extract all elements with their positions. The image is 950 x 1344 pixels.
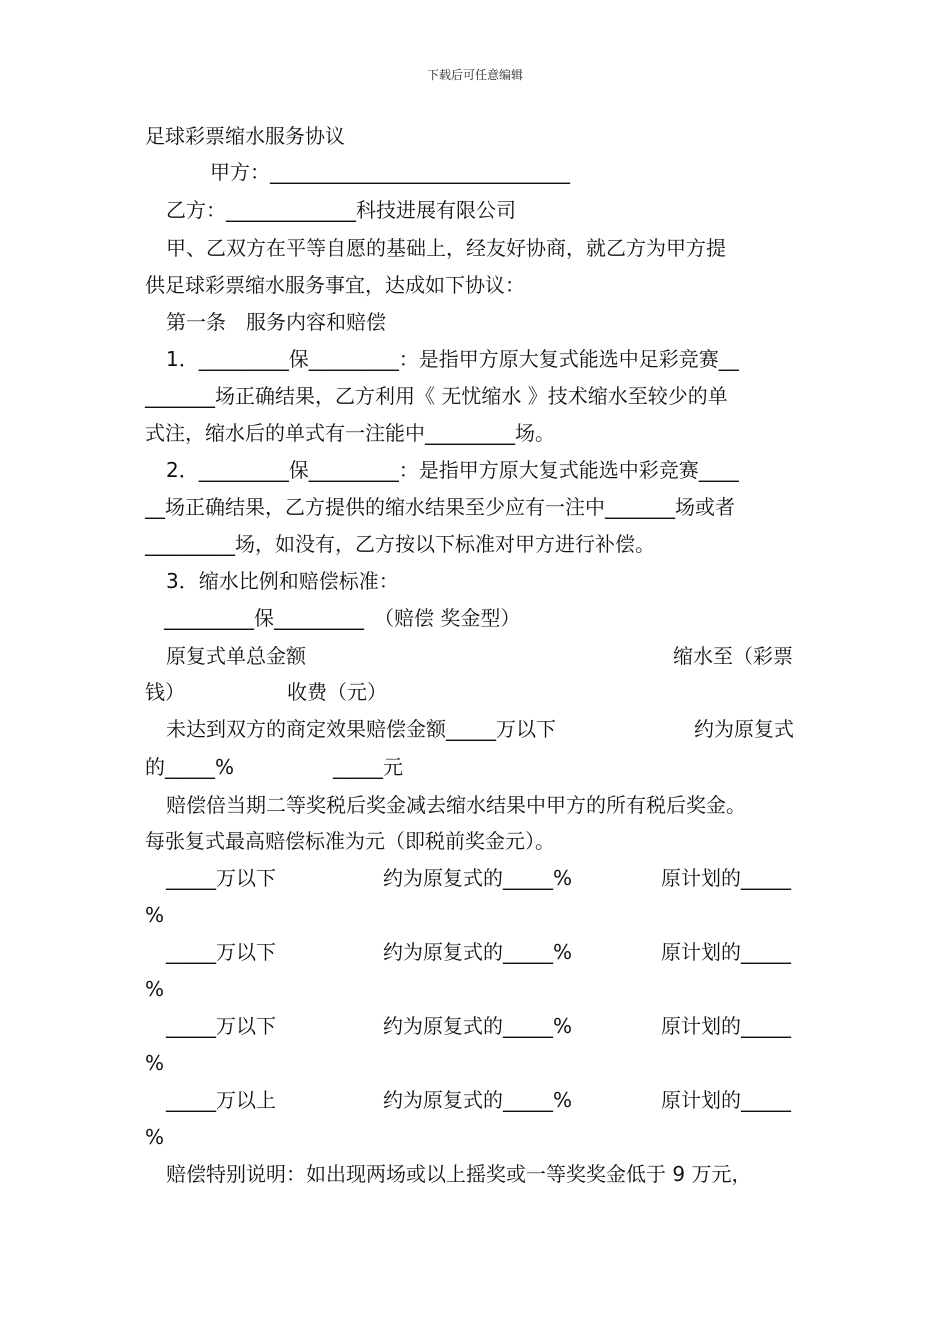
- table-head-cont-mid: 收费（元）: [287, 680, 387, 704]
- table-head-right: 缩水至（彩票: [673, 644, 793, 668]
- rate-row-4-col3: 原计划的_____: [661, 1088, 791, 1112]
- item-2-line-3: _________场，如没有，乙方按以下标准对甲方进行补偿。: [145, 532, 655, 556]
- rate-row-4-col1: _____万以上: [166, 1088, 276, 1112]
- item-2-line-1: 2．_________保_________：是指甲方原大复式能选中彩竞赛____: [166, 458, 739, 482]
- item-3-line: 3．缩水比例和赔偿标准：: [166, 569, 399, 593]
- article-1-title: 第一条 服务内容和赔偿: [166, 310, 386, 334]
- rate-row-2-col2: 约为原复式的_____%: [383, 940, 573, 964]
- table-head-cont-left: 钱）: [145, 680, 185, 704]
- rate-row-1-col1: _____万以下: [166, 866, 276, 890]
- document-title: 足球彩票缩水服务协议: [145, 124, 345, 148]
- rate-row-3-col3: 原计划的_____: [661, 1014, 791, 1038]
- special-note-line: 赔偿特别说明：如出现两场或以上摇奖或一等奖奖金低于 9 万元，: [166, 1162, 752, 1186]
- compensation-para-line-2: 每张复式最高赔偿标准为元（即税前奖金元）。: [145, 829, 555, 853]
- item-1-line-1: 1．_________保_________：是指甲方原大复式能选中足彩竞赛__: [166, 347, 739, 371]
- intro-line-2: 供足球彩票缩水服务事宜，达成如下协议：: [145, 273, 525, 297]
- unmet-line-right: 约为原复式: [694, 717, 794, 741]
- rate-row-3-col1: _____万以下: [166, 1014, 276, 1038]
- page-header: 下载后可任意编辑: [426, 68, 523, 82]
- intro-line-1: 甲、乙双方在平等自愿的基础上，经友好协商，就乙方为甲方提: [166, 236, 726, 260]
- rate-row-4-col2: 约为原复式的_____%: [383, 1088, 573, 1112]
- unmet-cont-left: 的_____%: [145, 755, 235, 779]
- item-1-line-3: 式注，缩水后的单式有一注能中_________场。: [145, 421, 555, 445]
- rate-row-3-col2: 约为原复式的_____%: [383, 1014, 573, 1038]
- compensation-para-line-1: 赔偿倍当期二等奖税后奖金减去缩水结果中甲方的所有税后奖金。: [166, 793, 746, 817]
- rate-row-3-tail: %: [145, 1051, 165, 1075]
- rate-row-1-tail: %: [145, 903, 165, 927]
- rate-row-2-col1: _____万以下: [166, 940, 276, 964]
- rate-row-2-tail: %: [145, 977, 165, 1001]
- party-a-line: 甲方：______________________________: [210, 160, 570, 184]
- rate-row-2-col3: 原计划的_____: [661, 940, 791, 964]
- unmet-cont-mid: _____元: [333, 755, 403, 779]
- table-head-left: 原复式单总金额: [166, 644, 306, 668]
- rate-row-1-col3: 原计划的_____: [661, 866, 791, 890]
- party-b-line: 乙方：_____________科技进展有限公司: [166, 198, 516, 222]
- unmet-line-left: 未达到双方的商定效果赔偿金额_____万以下: [166, 717, 556, 741]
- item-2-line-2: __场正确结果，乙方提供的缩水结果至少应有一注中_______场或者: [145, 495, 735, 519]
- item-1-line-2: _______场正确结果，乙方利用《 无忧缩水 》技术缩水至较少的单: [145, 384, 728, 408]
- rate-row-4-tail: %: [145, 1125, 165, 1149]
- rate-row-1-col2: 约为原复式的_____%: [383, 866, 573, 890]
- compensation-type-line: _________保_________ （赔偿 奖金型）: [164, 606, 521, 630]
